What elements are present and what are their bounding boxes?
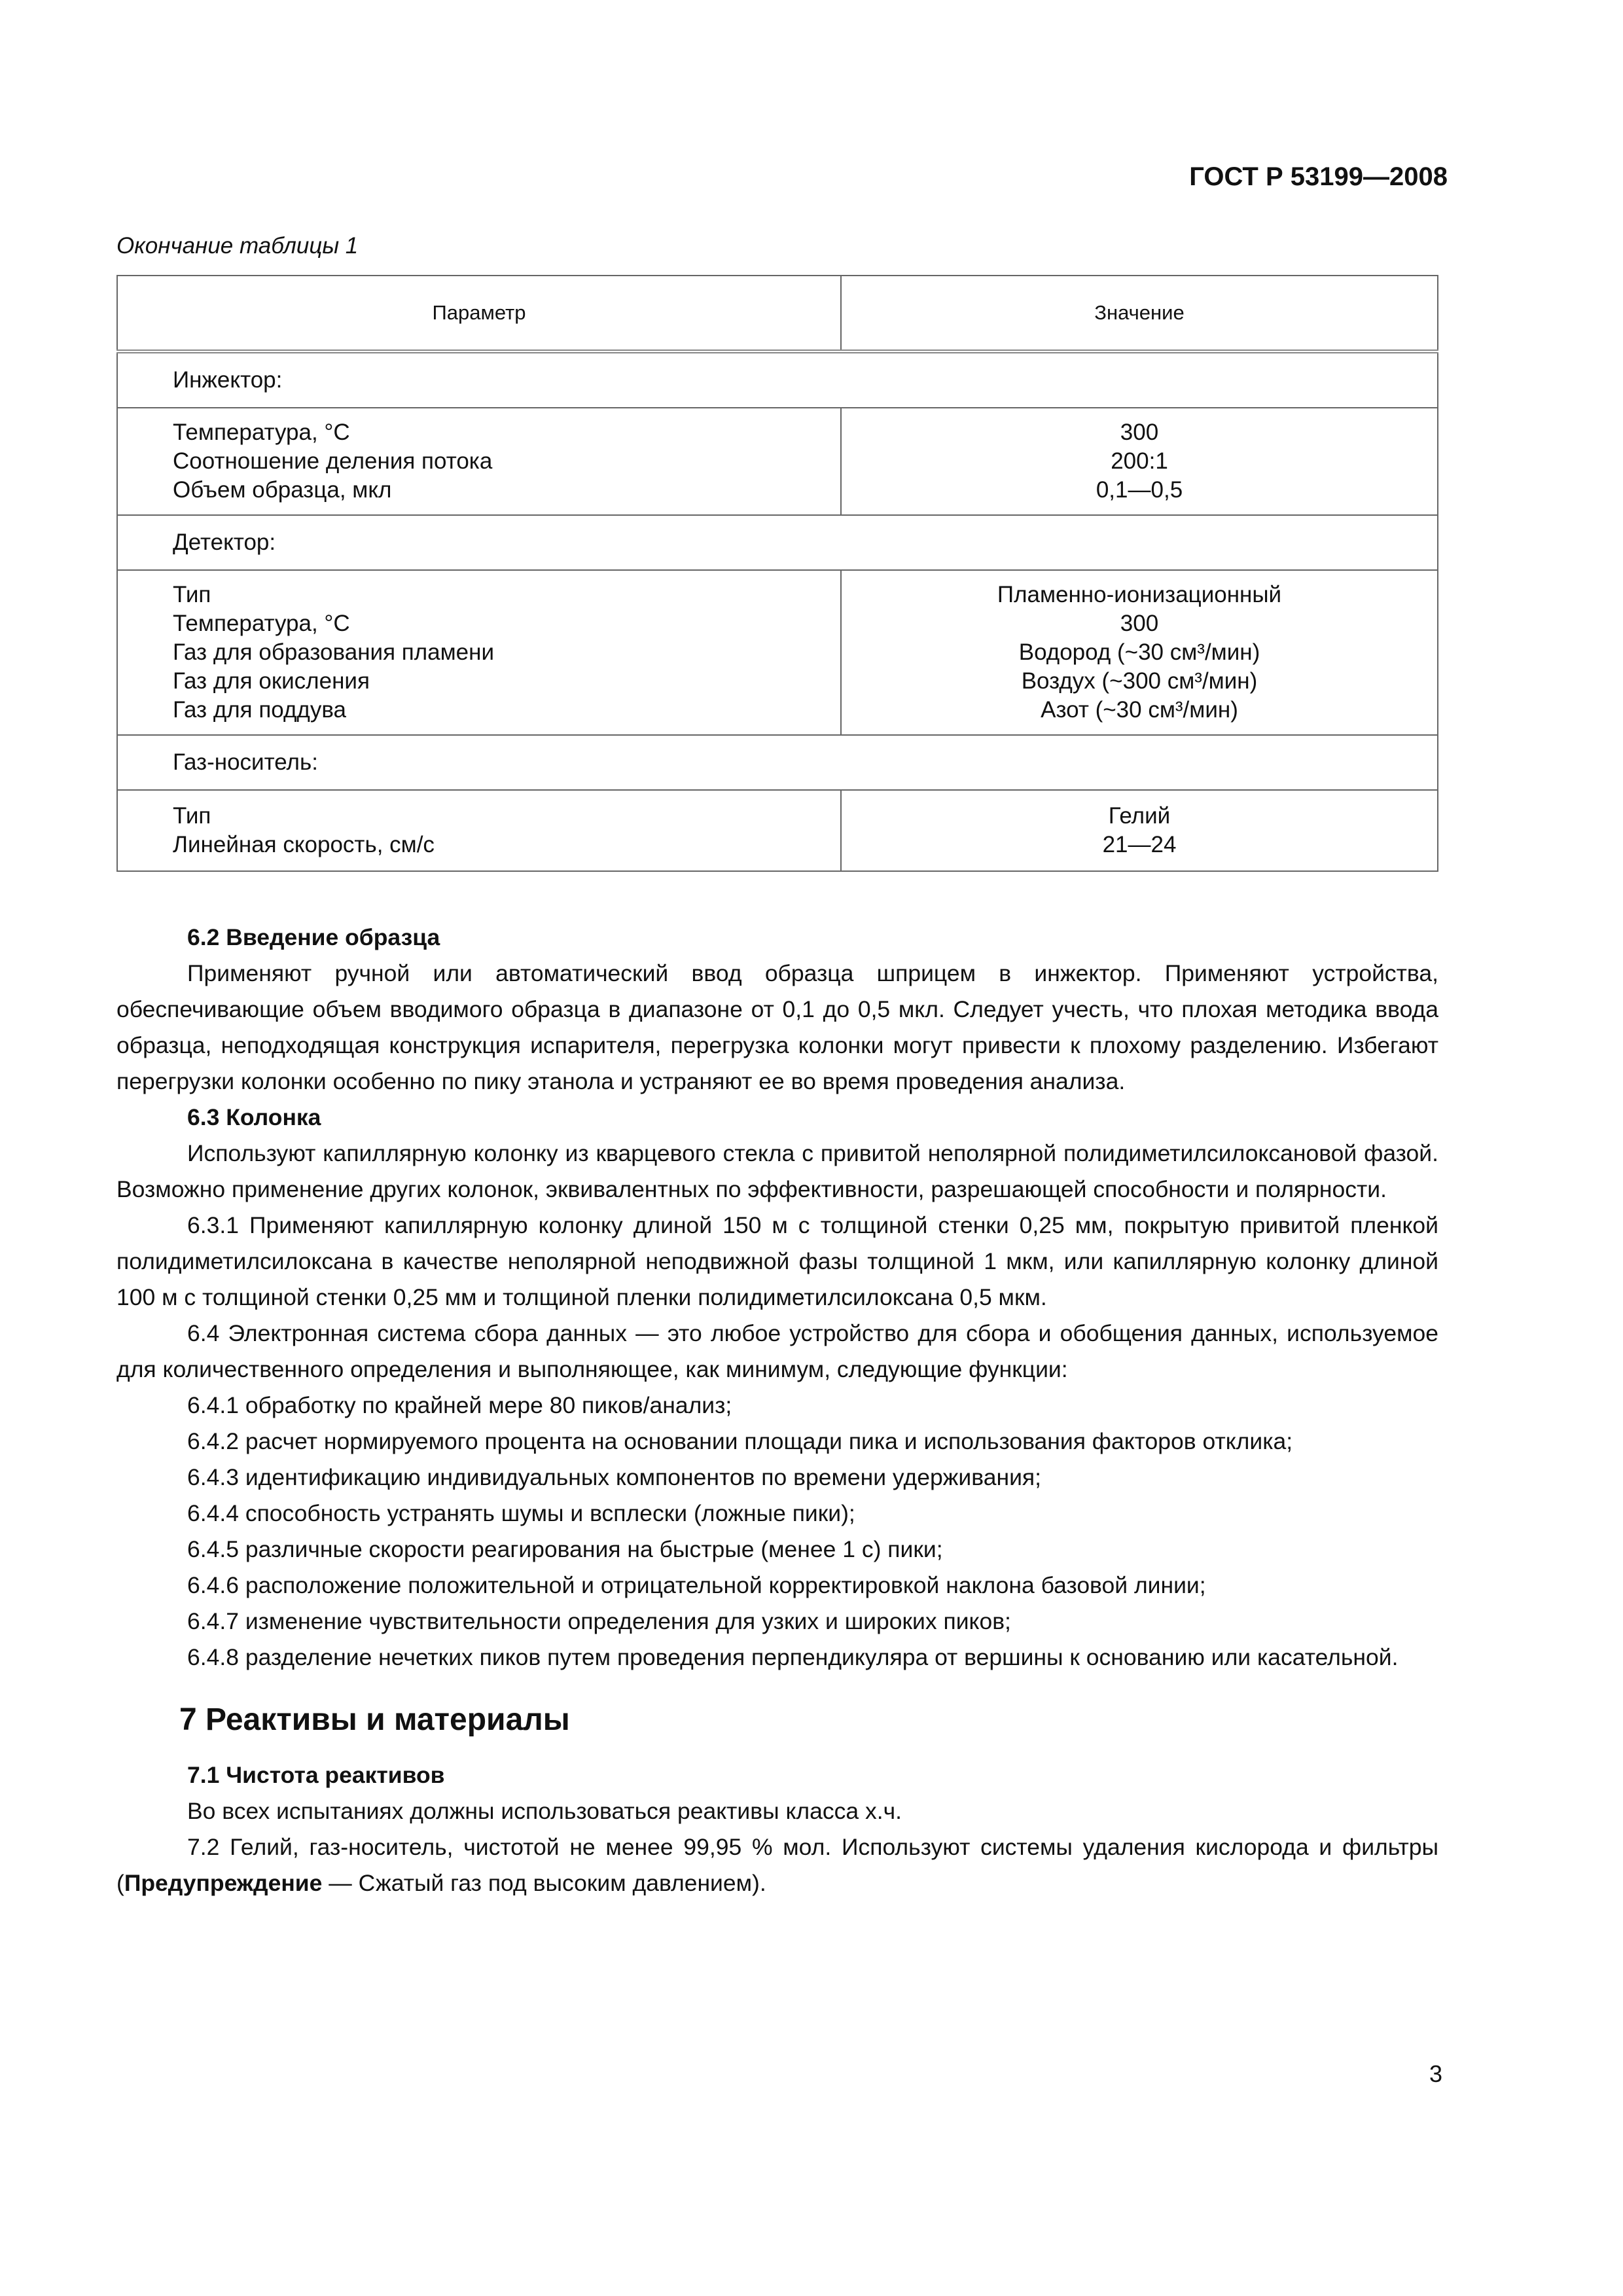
list-item: 6.4.4 способность устранять шумы и всплески (ложные пики); [187, 1500, 855, 1526]
paragraph [116, 1829, 1438, 1901]
paragraph: 6.3.1 Применяют капиллярную колонку длиной 150 м с толщиной стенки 0,25 мм, покрытую привитой пленкой полидиметилсилоксана в качестве неполярной неподвижной фазы толщиной 1 мкм, или капиллярную колонку длиной 100 м с толщиной стенки 0,25 мм и толщиной пленки полидиметилсилоксана 0,5 мкм. [116, 1212, 1438, 1310]
group-title-injector: Инжектор: [117, 351, 1438, 408]
value-cell [841, 408, 1438, 515]
table-group-row [117, 351, 1438, 408]
list-item: 6.4.8 разделение нечетких пиков путем проведения перпендикуляра от вершины к основанию или касательной. [187, 1644, 1399, 1670]
paragraph: Используют капиллярную колонку из кварцевого стекла с привитой неполярной полидиметилсилоксановой фазой. Возможно применение других колонок, эквивалентных по эффективности, разрешающей способности и полярности. [116, 1140, 1438, 1202]
table-row [117, 408, 1438, 515]
table-group-row [117, 515, 1438, 570]
param-value: 200:1 [1111, 448, 1168, 474]
param-value: Водород (~30 см³/мин) [1018, 639, 1260, 665]
param-cell [117, 790, 841, 871]
table-header-row [117, 276, 1438, 351]
parameters-table [116, 275, 1438, 872]
list-item: 6.4.3 идентификацию индивидуальных компонентов по времени удерживания; [187, 1464, 1041, 1490]
param-value: Пламенно-ионизационный [997, 582, 1282, 607]
table-group-row [117, 735, 1438, 790]
param-label: Газ для окисления [173, 668, 370, 694]
param-label: Тип [173, 582, 211, 607]
param-value: Воздух (~300 см³/мин) [1021, 668, 1258, 694]
value-cell [841, 790, 1438, 871]
param-value: 300 [1120, 611, 1159, 636]
section-heading-6-3: 6.3 Колонка [187, 1104, 321, 1130]
column-header-parameter: Параметр [117, 276, 841, 351]
table-caption: Окончание таблицы 1 [116, 233, 359, 259]
param-cell [117, 408, 841, 515]
group-title-detector: Детектор: [117, 515, 1438, 570]
param-cell [117, 570, 841, 735]
param-value: 300 [1120, 420, 1159, 445]
list-item: 6.4.7 изменение чувствительности определения для узких и широких пиков; [187, 1608, 1011, 1634]
value-cell [841, 570, 1438, 735]
list-item: 6.4.1 обработку по крайней мере 80 пиков/анализ; [187, 1392, 732, 1418]
param-label: Объем образца, мкл [173, 477, 392, 503]
section-heading-6-2: 6.2 Введение образца [187, 924, 440, 950]
section-heading-7-1: 7.1 Чистота реактивов [187, 1762, 445, 1788]
param-label: Температура, °С [173, 420, 350, 445]
param-label: Температура, °С [173, 611, 350, 636]
column-header-value: Значение [841, 276, 1438, 351]
param-label: Газ для поддува [173, 697, 347, 723]
param-value: Гелий [1108, 803, 1171, 829]
section-heading-7: 7 Реактивы и материалы [179, 1702, 570, 1737]
param-value: 0,1—0,5 [1096, 477, 1183, 503]
table-row [117, 570, 1438, 735]
param-label: Тип [173, 803, 211, 829]
warning-label: Предупреждение [124, 1870, 323, 1896]
text-run: — Сжатый газ под высоким давлением). [322, 1870, 766, 1896]
param-label: Линейная скорость, см/с [173, 832, 435, 857]
list-item: 6.4.2 расчет нормируемого процента на основании площади пика и использования факторов отклика; [187, 1428, 1293, 1454]
text-run: 7.2 Гелий, газ-носитель, чистотой не менее 99,95 % мол. Используют системы удаления кислорода и фильтры ( [116, 1834, 1438, 1896]
paragraph: Во всех испытаниях должны использоваться реактивы класса х.ч. [187, 1798, 902, 1824]
group-title-carrier-gas: Газ-носитель: [117, 735, 1438, 790]
paragraph: 6.4 Электронная система сбора данных — это любое устройство для сбора и обобщения данных, используемое для количественного определения и выполняющее, как минимум, следующие функции: [116, 1320, 1438, 1382]
list-item: 6.4.5 различные скорости реагирования на быстрые (менее 1 с) пики; [187, 1536, 943, 1562]
param-label: Соотношение деления потока [173, 448, 493, 474]
param-value: 21—24 [1102, 832, 1177, 857]
paragraph: Применяют ручной или автоматический ввод образца шприцем в инжектор. Применяют устройства, обеспечивающие объем вводимого образца в диапазоне от 0,1 до 0,5 мкл. Следует учесть, что плохая методика ввода образца, неподходящая конструкция испарителя, перегрузка колонки могут привести к плохому разделению. Избегают перегрузки колонки особенно по пику этанола и устраняют ее во время проведения анализа. [116, 960, 1438, 1094]
param-value: Азот (~30 см³/мин) [1041, 697, 1238, 723]
table-row [117, 790, 1438, 871]
document-header: ГОСТ Р 53199—2008 [1189, 162, 1448, 191]
list-item: 6.4.6 расположение положительной и отрицательной корректировкой наклона базовой линии; [187, 1572, 1206, 1598]
body-text [116, 920, 1438, 1901]
param-label: Газ для образования пламени [173, 639, 494, 665]
page-number: 3 [1429, 2060, 1442, 2087]
